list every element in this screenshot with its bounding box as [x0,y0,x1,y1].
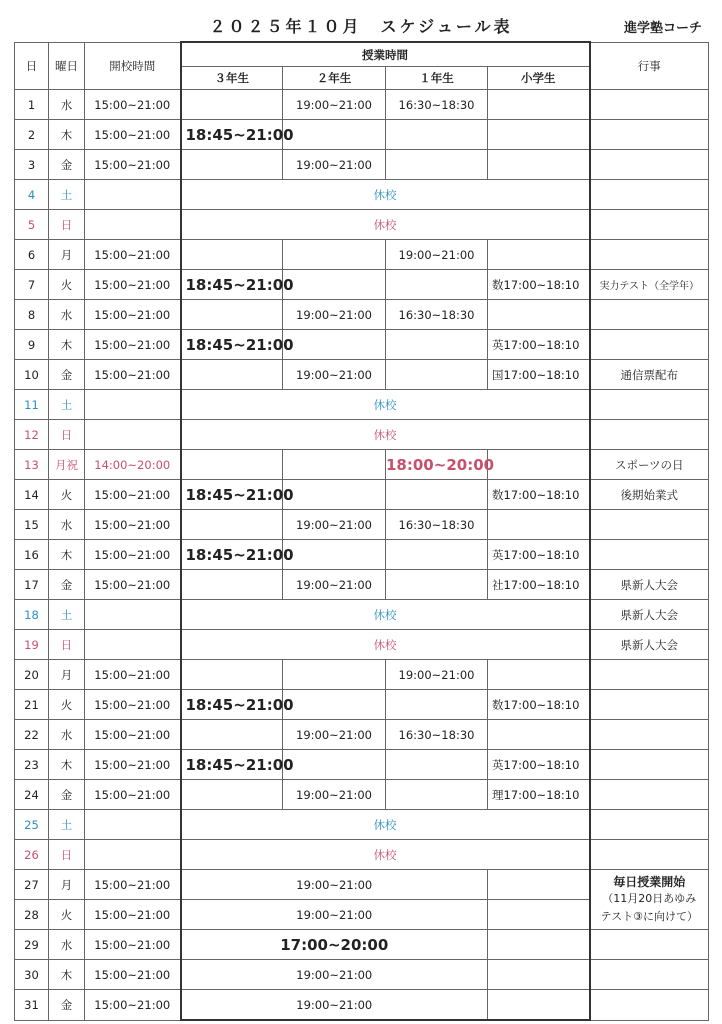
open-hours-cell: 15:00~21:00 [85,660,181,690]
table-row [15,150,709,180]
grade2-cell [283,690,386,720]
open-hours-cell: 15:00~21:00 [85,240,181,270]
grade1-cell [386,360,488,390]
event-cell: 県新人大会 [590,570,709,600]
event-cell [590,690,709,720]
closed-cell: 休校 [181,180,590,210]
weekday-cell: 金 [49,150,85,180]
grade1-cell: 16:30~18:30 [386,90,488,120]
weekday-cell: 月祝 [49,450,85,480]
table-row [15,270,709,300]
event-cell [590,750,709,780]
grade1-cell: 16:30~18:30 [386,300,488,330]
day-cell: 19 [15,630,49,660]
merged-class-cell: 19:00~21:00 [181,990,488,1021]
table-row [15,600,709,630]
event-cell [590,840,709,870]
table-row [15,540,709,570]
day-cell: 13 [15,450,49,480]
grade2-cell: 19:00~21:00 [283,720,386,750]
open-hours-cell: 15:00~21:00 [85,120,181,150]
grade1-cell [386,120,488,150]
grade1-cell: 16:30~18:30 [386,510,488,540]
open-hours-cell: 15:00~21:00 [85,690,181,720]
table-row [15,630,709,660]
event-cell [590,210,709,240]
day-cell: 20 [15,660,49,690]
open-hours-cell [85,630,181,660]
weekday-cell: 金 [49,360,85,390]
elementary-cell [488,510,590,540]
grade3-cell [181,150,283,180]
open-hours-cell: 15:00~21:00 [85,90,181,120]
day-cell: 5 [15,210,49,240]
grade2-cell [283,330,386,360]
grade2-cell: 19:00~21:00 [283,90,386,120]
event-cell [590,780,709,810]
elementary-cell: 数17:00~18:10 [488,270,590,300]
event-line: （11月20日あゆみ [602,891,697,905]
grade2-cell: 19:00~21:00 [283,150,386,180]
col-grade2: ２年生 [283,67,386,90]
weekday-cell: 土 [49,390,85,420]
grade2-cell [283,240,386,270]
event-cell [590,540,709,570]
event-line: 毎日授業開始 [613,874,686,889]
open-hours-cell: 15:00~21:00 [85,300,181,330]
grade3-cell [181,570,283,600]
grade2-cell: 19:00~21:00 [283,300,386,330]
grade3-cell: 18:45~21:00 [181,750,283,780]
grade3-cell: 18:45~21:00 [181,480,283,510]
grade1-cell [386,570,488,600]
grade3-cell: 18:45~21:00 [181,120,283,150]
event-cell [590,390,709,420]
elementary-cell [488,90,590,120]
table-row [15,450,709,480]
elementary-cell: 国17:00~18:10 [488,360,590,390]
open-hours-cell [85,390,181,420]
elementary-cell [488,120,590,150]
open-hours-cell: 15:00~21:00 [85,750,181,780]
event-cell [590,960,709,990]
elementary-cell [488,900,590,930]
table-row [15,90,709,120]
table-row [15,990,709,1021]
table-row [15,180,709,210]
elementary-cell: 英17:00~18:10 [488,750,590,780]
weekday-cell: 木 [49,330,85,360]
table-row [15,360,709,390]
day-cell: 12 [15,420,49,450]
table-row [15,570,709,600]
open-hours-cell: 15:00~21:00 [85,870,181,900]
weekday-cell: 金 [49,780,85,810]
table-row [15,210,709,240]
grade1-cell [386,270,488,300]
grade3-cell [181,450,283,480]
day-cell: 15 [15,510,49,540]
grade1-cell [386,150,488,180]
col-class-times: 授業時間 [181,42,590,67]
open-hours-cell: 15:00~21:00 [85,270,181,300]
grade3-cell: 18:45~21:00 [181,690,283,720]
day-cell: 3 [15,150,49,180]
event-cell: 県新人大会 [590,600,709,630]
table-row [15,720,709,750]
weekday-cell: 火 [49,690,85,720]
grade3-cell [181,90,283,120]
table-row [15,240,709,270]
weekday-cell: 月 [49,240,85,270]
day-cell: 9 [15,330,49,360]
page-title: ２０２５年１０月 スケジュール表 [209,17,513,36]
grade2-cell [283,480,386,510]
day-cell: 24 [15,780,49,810]
weekday-cell: 木 [49,120,85,150]
event-cell [590,180,709,210]
day-cell: 22 [15,720,49,750]
weekday-cell: 木 [49,960,85,990]
open-hours-cell: 15:00~21:00 [85,930,181,960]
event-cell: 後期始業式 [590,480,709,510]
day-cell: 14 [15,480,49,510]
table-row [15,300,709,330]
elementary-cell: 理17:00~18:10 [488,780,590,810]
table-row [15,840,709,870]
closed-cell: 休校 [181,390,590,420]
elementary-cell [488,930,590,960]
weekday-cell: 月 [49,870,85,900]
table-row [15,120,709,150]
open-hours-cell: 15:00~21:00 [85,570,181,600]
grade1-cell [386,330,488,360]
event-line: テスト③に向けて） [600,909,698,923]
col-day: 日 [15,42,49,90]
grade2-cell [283,540,386,570]
table-row [15,480,709,510]
event-cell [590,330,709,360]
table-row [15,960,709,990]
table-row [15,330,709,360]
grade1-cell: 19:00~21:00 [386,240,488,270]
grade2-cell [283,450,386,480]
open-hours-cell: 15:00~21:00 [85,360,181,390]
elementary-cell: 英17:00~18:10 [488,330,590,360]
event-cell [590,150,709,180]
day-cell: 26 [15,840,49,870]
grade1-cell [386,750,488,780]
grade1-cell [386,480,488,510]
weekday-cell: 水 [49,300,85,330]
elementary-cell: 英17:00~18:10 [488,540,590,570]
grade2-cell [283,660,386,690]
elementary-cell [488,150,590,180]
grade3-cell: 18:45~21:00 [181,540,283,570]
day-cell: 31 [15,990,49,1021]
open-hours-cell: 15:00~21:00 [85,480,181,510]
elementary-cell [488,960,590,990]
event-cell [590,720,709,750]
weekday-cell: 水 [49,930,85,960]
weekday-cell: 日 [49,840,85,870]
elementary-cell [488,300,590,330]
open-hours-cell: 15:00~21:00 [85,150,181,180]
elementary-cell [488,720,590,750]
weekday-cell: 水 [49,510,85,540]
grade2-cell [283,750,386,780]
open-hours-cell: 15:00~21:00 [85,900,181,930]
elementary-cell [488,870,590,900]
day-cell: 7 [15,270,49,300]
elementary-cell [488,660,590,690]
weekday-cell: 土 [49,180,85,210]
school-brand: 進学塾コーチ [623,21,702,36]
open-hours-cell: 14:00~20:00 [85,450,181,480]
day-cell: 18 [15,600,49,630]
weekday-cell: 土 [49,810,85,840]
event-cell: 実力テスト（全学年） [590,270,709,300]
open-hours-cell: 15:00~21:00 [85,960,181,990]
weekday-cell: 日 [49,420,85,450]
grade1-cell: 19:00~21:00 [386,660,488,690]
schedule-table [14,41,709,1021]
event-cell [590,420,709,450]
open-hours-cell [85,600,181,630]
event-cell [590,660,709,690]
event-cell [590,930,709,960]
weekday-cell: 日 [49,630,85,660]
grade3-cell [181,720,283,750]
open-hours-cell [85,420,181,450]
table-row [15,660,709,690]
weekday-cell: 水 [49,90,85,120]
day-cell: 8 [15,300,49,330]
grade2-cell: 19:00~21:00 [283,360,386,390]
table-row [15,690,709,720]
col-grade1: １年生 [386,67,488,90]
open-hours-cell [85,210,181,240]
weekday-cell: 金 [49,990,85,1021]
weekday-cell: 日 [49,210,85,240]
grade3-cell: 18:45~21:00 [181,330,283,360]
grade3-cell: 18:45~21:00 [181,270,283,300]
weekday-cell: 金 [49,570,85,600]
day-cell: 29 [15,930,49,960]
table-row [15,810,709,840]
day-cell: 10 [15,360,49,390]
col-grade3: ３年生 [181,67,283,90]
grade3-cell [181,510,283,540]
day-cell: 27 [15,870,49,900]
closed-cell: 休校 [181,210,590,240]
grade3-cell [181,780,283,810]
day-cell: 30 [15,960,49,990]
col-events: 行事 [590,42,709,90]
day-cell: 23 [15,750,49,780]
col-weekday: 曜日 [49,42,85,90]
merged-class-cell: 19:00~21:00 [181,900,488,930]
grade2-cell: 19:00~21:00 [283,510,386,540]
elementary-cell [488,450,590,480]
table-row [15,780,709,810]
table-row [15,930,709,960]
open-hours-cell [85,180,181,210]
weekday-cell: 月 [49,660,85,690]
day-cell: 21 [15,690,49,720]
open-hours-cell: 15:00~21:00 [85,720,181,750]
grade3-cell [181,240,283,270]
weekday-cell: 火 [49,900,85,930]
event-cell [590,810,709,840]
schedule-body [15,90,709,1021]
event-cell [590,300,709,330]
event-cell [590,240,709,270]
day-cell: 17 [15,570,49,600]
closed-cell: 休校 [181,810,590,840]
day-cell: 4 [15,180,49,210]
event-cell [590,120,709,150]
grade1-cell: 18:00~20:00 [386,450,488,480]
weekday-cell: 土 [49,600,85,630]
event-cell: 県新人大会 [590,630,709,660]
open-hours-cell [85,840,181,870]
day-cell: 1 [15,90,49,120]
grade3-cell [181,360,283,390]
merged-class-cell: 19:00~21:00 [181,960,488,990]
weekday-cell: 火 [49,270,85,300]
event-cell-daily-classes [590,870,709,930]
closed-cell: 休校 [181,420,590,450]
weekday-cell: 木 [49,540,85,570]
closed-cell: 休校 [181,630,590,660]
elementary-cell: 社17:00~18:10 [488,570,590,600]
closed-cell: 休校 [181,600,590,630]
closed-cell: 休校 [181,840,590,870]
grade2-cell [283,120,386,150]
grade2-cell [283,270,386,300]
table-row [15,390,709,420]
elementary-cell [488,240,590,270]
event-cell: スポーツの日 [590,450,709,480]
event-cell [590,90,709,120]
grade1-cell [386,780,488,810]
day-cell: 25 [15,810,49,840]
day-cell: 6 [15,240,49,270]
grade2-cell: 19:00~21:00 [283,570,386,600]
col-elementary: 小学生 [488,67,590,90]
col-open-hours: 開校時間 [85,42,181,90]
open-hours-cell: 15:00~21:00 [85,780,181,810]
elementary-cell: 数17:00~18:10 [488,690,590,720]
open-hours-cell: 15:00~21:00 [85,510,181,540]
open-hours-cell: 15:00~21:00 [85,540,181,570]
event-cell [590,990,709,1021]
grade3-cell [181,660,283,690]
weekday-cell: 火 [49,480,85,510]
grade1-cell [386,690,488,720]
merged-class-cell: 19:00~21:00 [181,870,488,900]
day-cell: 11 [15,390,49,420]
table-row [15,420,709,450]
weekday-cell: 木 [49,750,85,780]
grade1-cell: 16:30~18:30 [386,720,488,750]
table-row [15,870,709,900]
open-hours-cell [85,810,181,840]
day-cell: 16 [15,540,49,570]
table-row [15,510,709,540]
grade3-cell [181,300,283,330]
day-cell: 2 [15,120,49,150]
grade2-cell: 19:00~21:00 [283,780,386,810]
open-hours-cell: 15:00~21:00 [85,330,181,360]
grade1-cell [386,540,488,570]
day-cell: 28 [15,900,49,930]
event-cell: 通信票配布 [590,360,709,390]
weekday-cell: 水 [49,720,85,750]
elementary-cell [488,990,590,1021]
open-hours-cell: 15:00~21:00 [85,990,181,1021]
elementary-cell: 数17:00~18:10 [488,480,590,510]
merged-class-cell: 17:00~20:00 [181,930,488,960]
table-row [15,750,709,780]
event-cell [590,510,709,540]
